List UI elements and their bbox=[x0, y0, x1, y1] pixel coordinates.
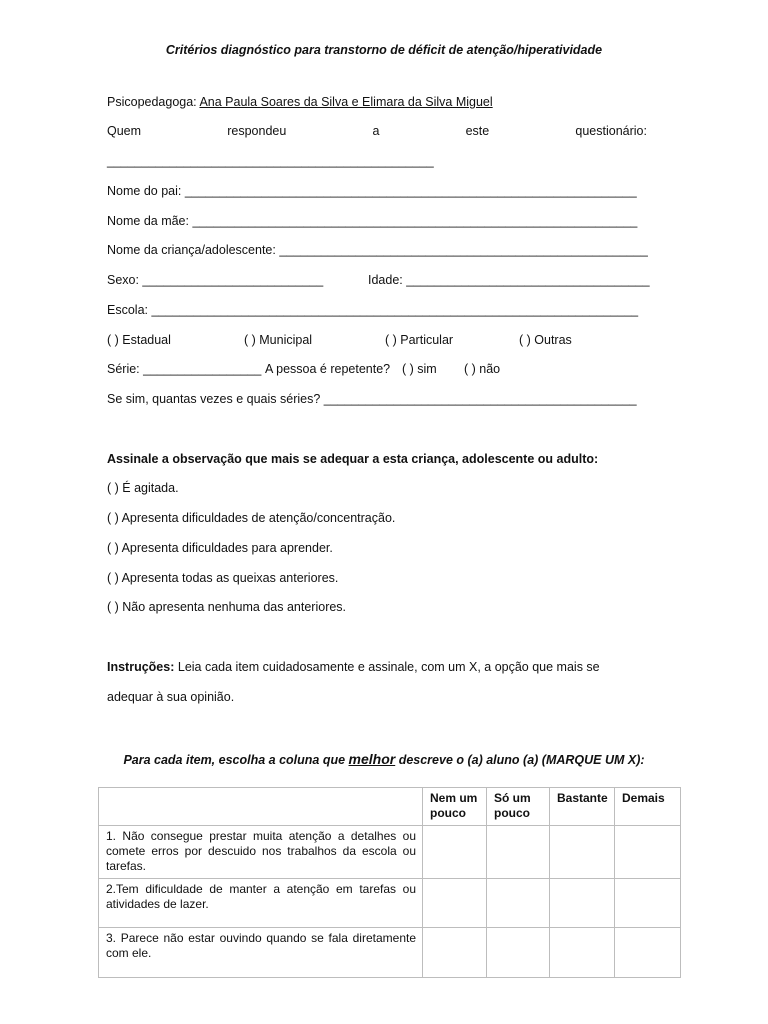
respondent-line bbox=[107, 124, 647, 138]
observation-option[interactable]: ( ) Apresenta dificuldades para aprender. bbox=[107, 541, 333, 555]
respondent-word: questionário: bbox=[575, 124, 647, 138]
rating-cell-nem-um-pouco[interactable] bbox=[423, 826, 487, 879]
table-intro-before: Para cada item, escolha a coluna que bbox=[123, 753, 349, 767]
rating-cell-so-um-pouco[interactable] bbox=[487, 826, 550, 879]
observation-heading: Assinale a observação que mais se adequar a esta criança, adolescente ou adulto: bbox=[107, 452, 599, 466]
psicopedagoga-line bbox=[107, 95, 493, 109]
rating-cell-demais[interactable] bbox=[615, 826, 681, 879]
rating-cell-bastante[interactable] bbox=[550, 826, 615, 879]
repeat-question: A pessoa é repetente? bbox=[265, 362, 391, 376]
psicopedagoga-label: Psicopedagoga: bbox=[107, 95, 200, 109]
rating-cell-so-um-pouco[interactable] bbox=[487, 928, 550, 978]
column-header-so-um-pouco: Só um pouco bbox=[487, 788, 550, 826]
rating-cell-demais[interactable] bbox=[615, 928, 681, 978]
table-header-row bbox=[99, 788, 681, 826]
repeat-times-field[interactable]: Se sim, quantas vezes e quais séries? _____________________________________________ bbox=[107, 392, 637, 406]
column-header-item bbox=[99, 788, 423, 826]
respondent-word: este bbox=[465, 124, 490, 138]
column-header-demais: Demais bbox=[615, 788, 681, 826]
rating-cell-so-um-pouco[interactable] bbox=[487, 879, 550, 928]
sex-field[interactable]: Sexo: __________________________ bbox=[107, 273, 324, 287]
table-row bbox=[99, 928, 681, 978]
table-intro-after: descreve o (a) aluno (a) (MARQUE UM X): bbox=[395, 753, 645, 767]
rating-cell-bastante[interactable] bbox=[550, 928, 615, 978]
table-row bbox=[99, 826, 681, 879]
observation-option[interactable]: ( ) Apresenta dificuldades de atenção/concentração. bbox=[107, 511, 396, 525]
instructions-line-1 bbox=[107, 660, 600, 674]
grade-field[interactable]: Série: _________________ bbox=[107, 362, 262, 376]
instructions-line-2: adequar à sua opinião. bbox=[107, 690, 235, 704]
rating-cell-nem-um-pouco[interactable] bbox=[423, 879, 487, 928]
father-name-field[interactable]: Nome do pai: _________________________________________________________________ bbox=[107, 184, 637, 198]
school-type-particular[interactable]: ( ) Particular bbox=[385, 333, 454, 347]
instructions-label: Instruções: bbox=[107, 660, 175, 674]
column-header-nem-um-pouco: Nem um pouco bbox=[423, 788, 487, 826]
age-field[interactable]: Idade: ___________________________________ bbox=[368, 273, 650, 287]
item-text: 3. Parece não estar ouvindo quando se fala diretamente com ele. bbox=[99, 928, 423, 978]
rating-cell-bastante[interactable] bbox=[550, 879, 615, 928]
repeat-no-option[interactable]: ( ) não bbox=[464, 362, 501, 376]
instructions-text: Leia cada item cuidadosamente e assinale, com um X, a opção que mais se bbox=[174, 660, 600, 674]
psicopedagoga-names: Ana Paula Soares da Silva e Elimara da Silva Miguel bbox=[199, 95, 493, 109]
rating-cell-nem-um-pouco[interactable] bbox=[423, 928, 487, 978]
table-row bbox=[99, 879, 681, 928]
respondent-word: Quem bbox=[107, 124, 142, 138]
observation-option[interactable]: ( ) É agitada. bbox=[107, 481, 179, 495]
school-type-outras[interactable]: ( ) Outras bbox=[519, 333, 572, 347]
respondent-word: respondeu bbox=[227, 124, 287, 138]
mother-name-field[interactable]: Nome da mãe: ________________________________________________________________ bbox=[107, 214, 638, 228]
observation-option[interactable]: ( ) Apresenta todas as queixas anteriores. bbox=[107, 571, 339, 585]
item-text: 1. Não consegue prestar muita atenção a detalhes ou comete erros por descuido nos trabalhos da escola ou tarefas. bbox=[99, 826, 423, 879]
school-type-estadual[interactable]: ( ) Estadual bbox=[107, 333, 171, 347]
page-title: Critérios diagnóstico para transtorno de déficit de atenção/hiperatividade bbox=[165, 43, 603, 57]
respondent-blank[interactable]: _______________________________________________ bbox=[107, 154, 434, 168]
table-intro bbox=[0, 751, 768, 767]
column-header-bastante: Bastante bbox=[550, 788, 615, 826]
item-text: 2.Tem dificuldade de manter a atenção em tarefas ou atividades de lazer. bbox=[99, 879, 423, 928]
observation-option[interactable]: ( ) Não apresenta nenhuma das anteriores. bbox=[107, 600, 347, 614]
school-type-municipal[interactable]: ( ) Municipal bbox=[244, 333, 313, 347]
repeat-yes-option[interactable]: ( ) sim bbox=[402, 362, 437, 376]
table-intro-emphasis: melhor bbox=[348, 751, 396, 767]
school-field[interactable]: Escola: ______________________________________________________________________ bbox=[107, 303, 639, 317]
rating-cell-demais[interactable] bbox=[615, 879, 681, 928]
child-name-field[interactable]: Nome da criança/adolescente: _____________________________________________________ bbox=[107, 243, 648, 257]
rating-table bbox=[98, 787, 681, 978]
respondent-word: a bbox=[372, 124, 380, 138]
